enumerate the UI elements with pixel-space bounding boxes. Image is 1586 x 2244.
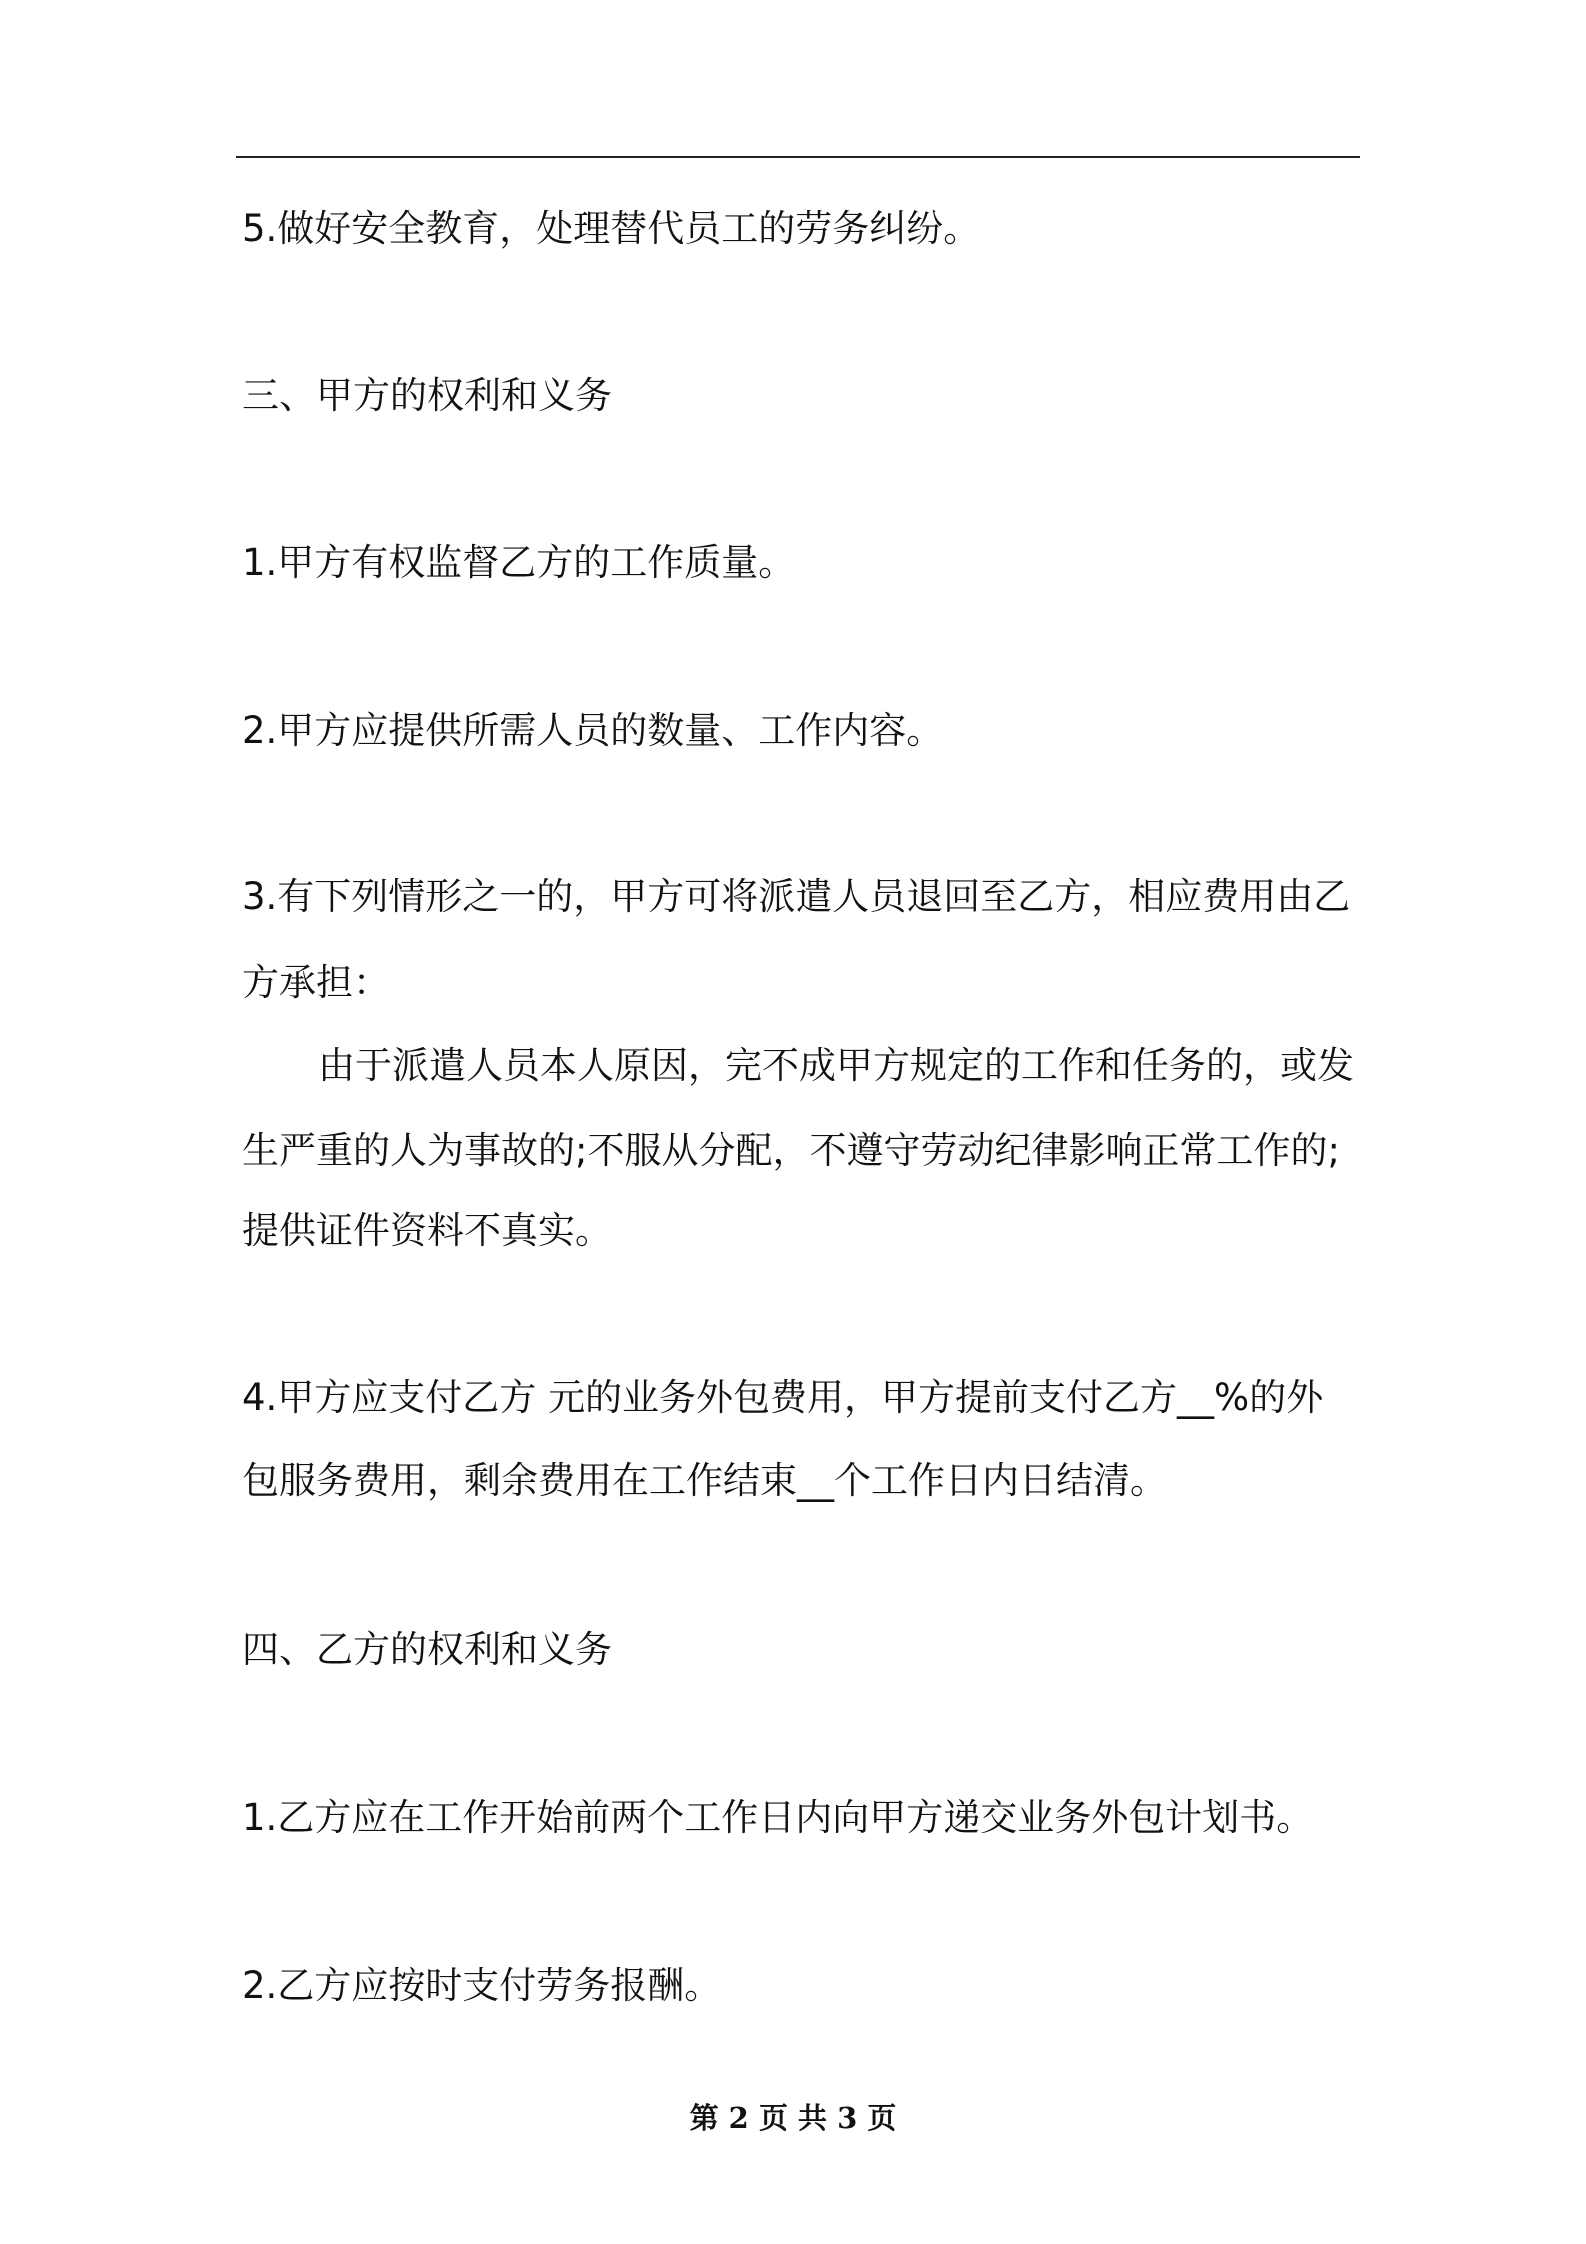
section-3-heading: 三、甲方的权利和义务	[242, 374, 612, 417]
section-4-clause-2: 2.乙方应按时支付劳务报酬。	[242, 1964, 722, 2007]
section-3-clause-4-line-2: 包服务费用，剩余费用在工作结束__个工作日内日结清。	[242, 1459, 1167, 1502]
section-3-clause-2: 2.甲方应提供所需人员的数量、工作内容。	[242, 709, 944, 752]
section-3-clause-3-detail-line-3: 提供证件资料不真实。	[242, 1209, 612, 1252]
section-3-clause-4-line-1: 4.甲方应支付乙方 元的业务外包费用，甲方提前支付乙方__%的外	[242, 1376, 1324, 1419]
clause-5-safety-education: 5.做好安全教育，处理替代员工的劳务纠纷。	[242, 207, 981, 250]
section-4-heading: 四、乙方的权利和义务	[242, 1628, 612, 1671]
section-3-clause-3-detail-line-1: 由于派遣人员本人原因，完不成甲方规定的工作和任务的，或发	[318, 1044, 1354, 1087]
page-number-footer: 第 2 页 共 3 页	[689, 2101, 897, 2135]
section-3-clause-3-line-1: 3.有下列情形之一的，甲方可将派遣人员退回至乙方，相应费用由乙	[242, 875, 1351, 918]
header-rule	[236, 156, 1360, 158]
section-3-clause-3-line-2: 方承担：	[242, 961, 390, 1004]
section-3-clause-1: 1.甲方有权监督乙方的工作质量。	[242, 541, 796, 584]
section-3-clause-3-detail-line-2: 生严重的人为事故的;不服从分配，不遵守劳动纪律影响正常工作的;	[242, 1129, 1340, 1172]
section-4-clause-1: 1.乙方应在工作开始前两个工作日内向甲方递交业务外包计划书。	[242, 1796, 1314, 1839]
